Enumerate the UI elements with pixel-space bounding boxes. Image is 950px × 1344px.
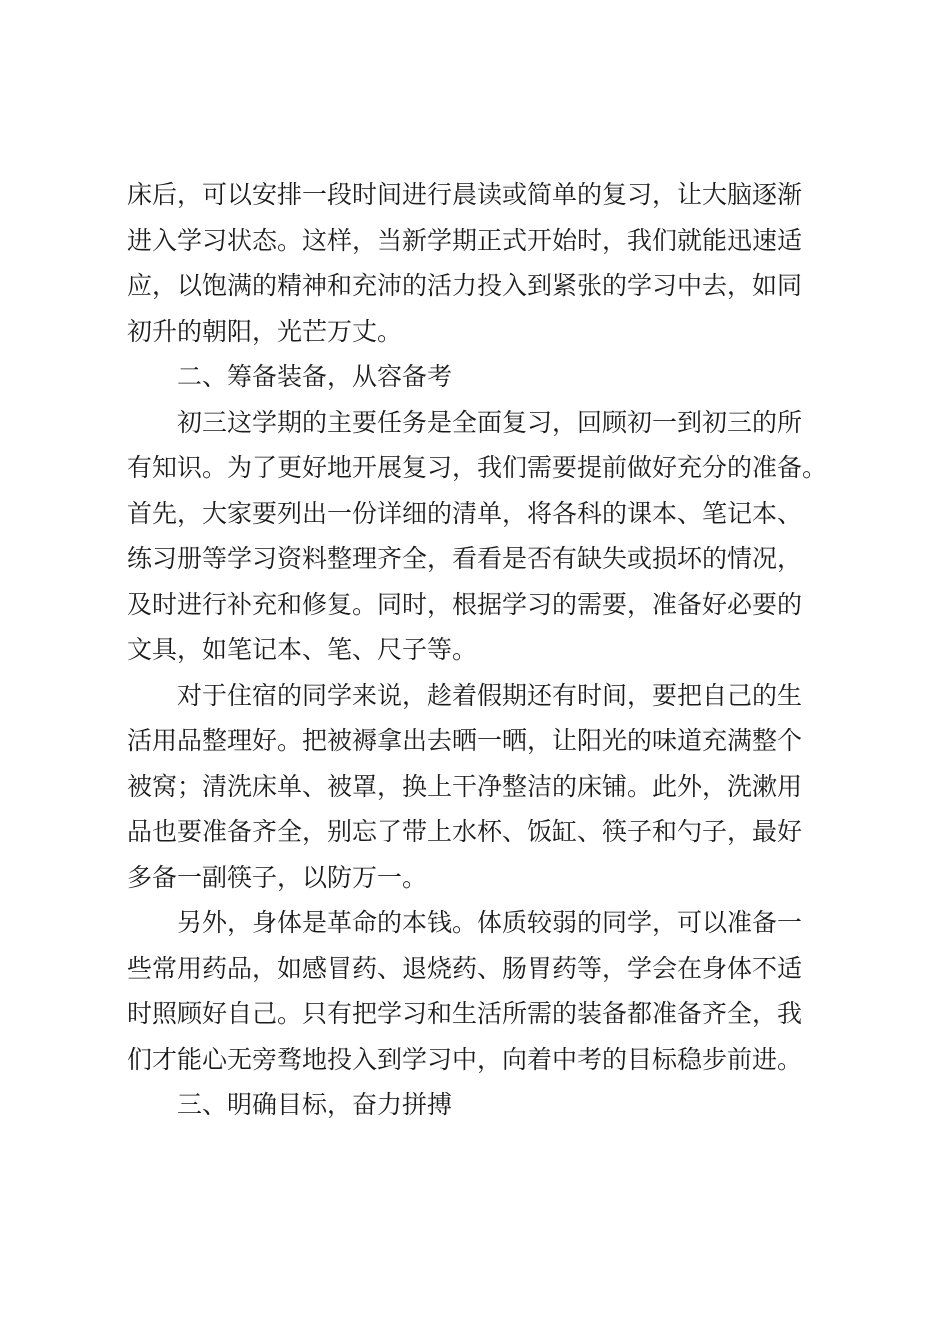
section-heading-3: 三、明确目标，奋力拼搏 — [177, 1090, 453, 1119]
paragraph-continuation: 床后，可以安排一段时间进行晨读或简单的复习，让大脑逐渐 进入学习状态。这样，当新学期正式开始时，我们就能迅速适 应，以饱满的精神和充沛的活力投入到紧张的学习中去，如同 初升的朝阳，光芒万丈。 — [127, 180, 803, 346]
paragraph-boarding-supplies: 对于住宿的同学来说，趁着假期还有时间，要把自己的生 活用品整理好。把被褥拿出去晒一晒，让阳光的味道充满整个 被窝；清洗床单、被罩，换上干净整洁的床铺。此外，洗漱用 品也要准备齐全，别忘了带上水杯、饭缸、筷子和勺子，最好 多备一副筷子，以防万一。 — [127, 680, 803, 892]
paragraph-health-medicine: 另外，身体是革命的本钱。体质较弱的同学，可以准备一 些常用药品，如感冒药、退烧药、肠胃药等，学会在身体不适 时照顾好自己。只有把学习和生活所需的装备都准备齐全，我 们才能心无旁骛地投入到学习中，向着中考的目标稳步前进。 — [127, 908, 803, 1074]
document-body — [127, 172, 833, 1128]
paragraph-review-tasks: 初三这学期的主要任务是全面复习，回顾初一到初三的所 有知识。为了更好地开展复习，我们需要提前做好充分的准备。 首先，大家要列出一份详细的清单，将各科的课本、笔记本、 练习册等学习资料整理齐全，看看是否有缺失或损坏的情况， 及时进行补充和修复。同时，根据学习的需要，准备好必要的 文具，如笔记本、笔、尺子等。 — [127, 407, 828, 664]
section-heading-2: 二、筹备装备，从容备考 — [177, 362, 453, 391]
